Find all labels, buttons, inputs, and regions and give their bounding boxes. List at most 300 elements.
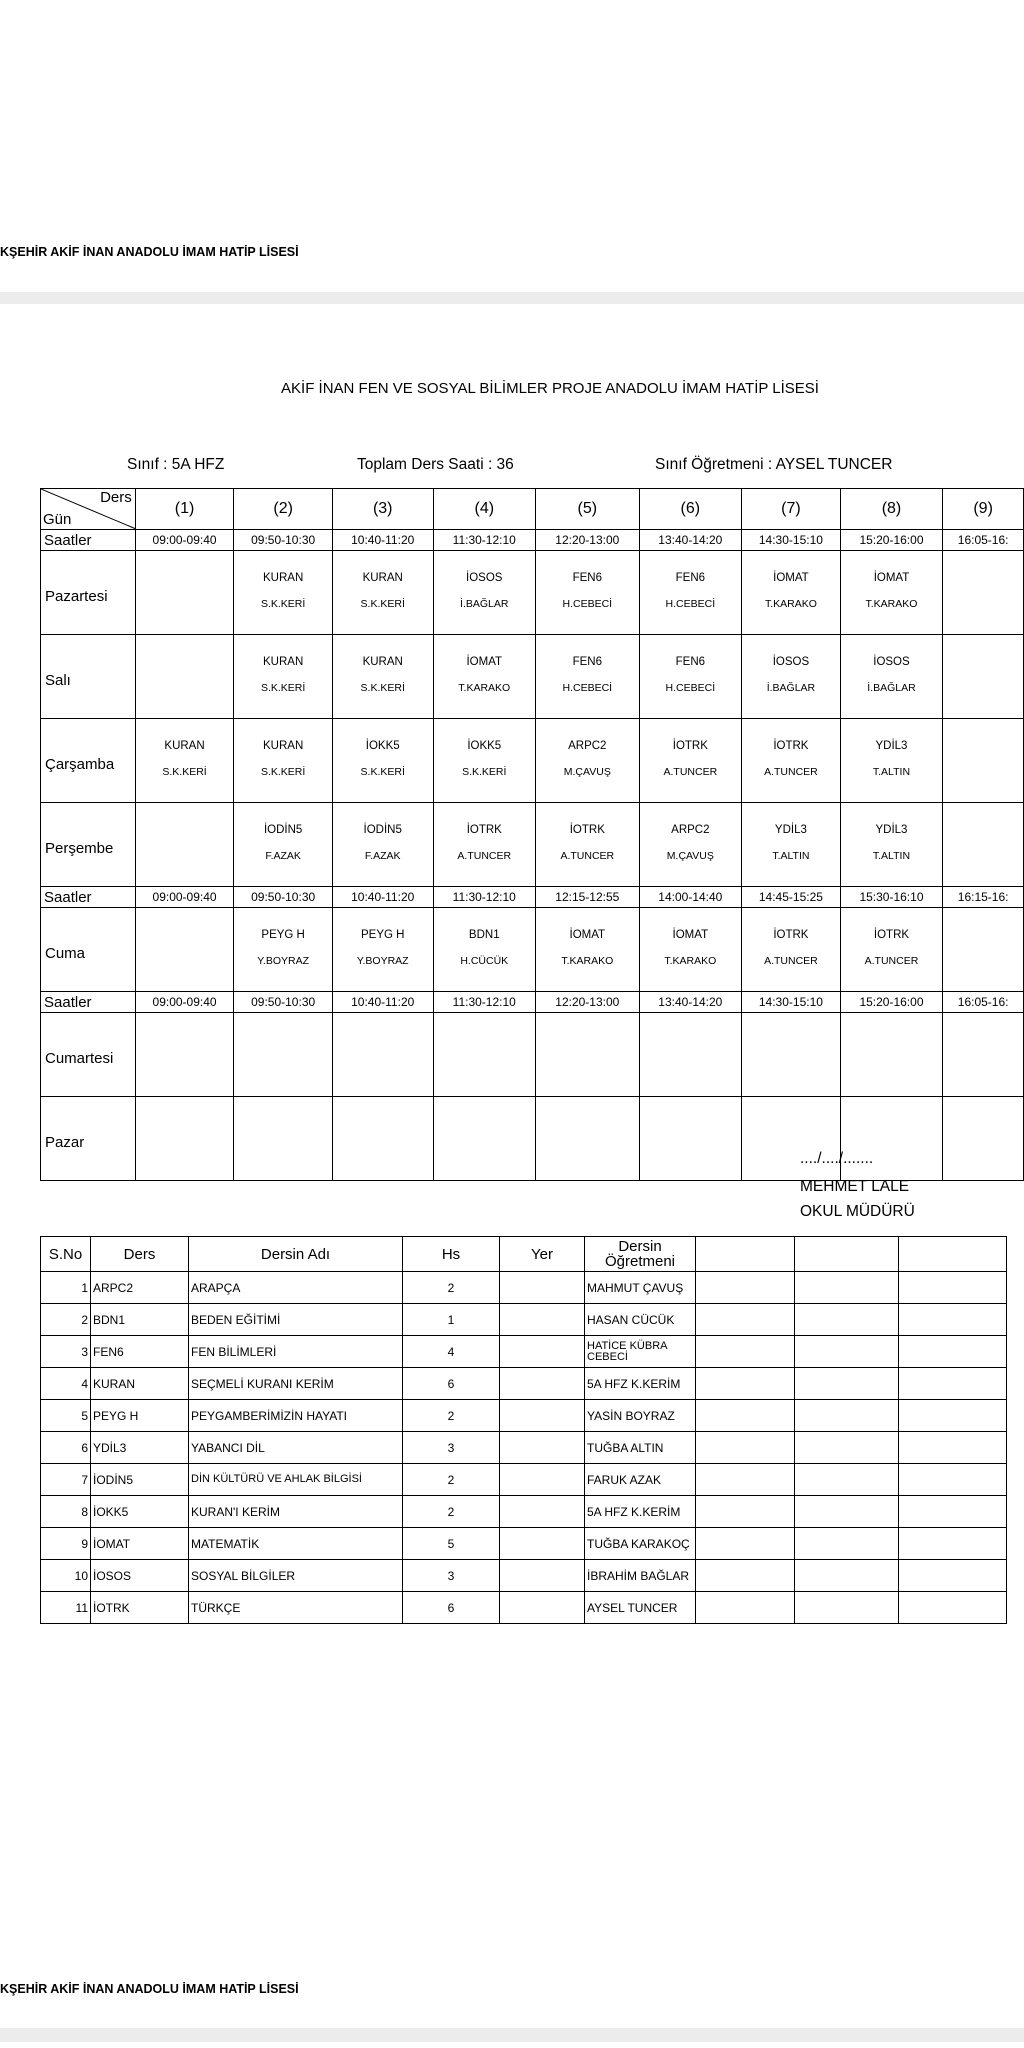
- lesson-teacher: T.KARAKO: [764, 597, 817, 610]
- lesson-teacher: İ.BAĞLAR: [867, 681, 916, 694]
- column-header-code: Ders: [91, 1237, 189, 1272]
- course-row: [41, 1464, 1007, 1496]
- course-place: [500, 1400, 585, 1432]
- time-slot: 15:20-16:00: [840, 530, 943, 551]
- course-code: İOKK5: [91, 1496, 189, 1528]
- lesson-code: KURAN: [263, 739, 304, 752]
- course-teacher: TUĞBA KARAKOÇ: [585, 1528, 696, 1560]
- course-teacher: 5A HFZ K.KERİM: [585, 1368, 696, 1400]
- empty-cell: [696, 1272, 795, 1304]
- lesson-cell: [840, 803, 943, 887]
- lesson-code: İOMAT: [873, 571, 910, 584]
- lesson-cell: [536, 719, 640, 803]
- lesson-code: İOTRK: [873, 928, 910, 941]
- lesson-code: İOSOS: [772, 655, 810, 668]
- lesson-cell: [536, 1097, 640, 1181]
- lesson-teacher: T.ALTIN: [872, 849, 911, 862]
- lesson-cell: [536, 551, 640, 635]
- course-no: 8: [41, 1496, 91, 1528]
- lesson-cell: [433, 551, 536, 635]
- lesson-code: YDİL3: [875, 739, 908, 752]
- course-code: İOSOS: [91, 1560, 189, 1592]
- lesson-teacher: A.TUNCER: [864, 954, 919, 967]
- lesson-cell: [135, 551, 234, 635]
- time-slot: 11:30-12:10: [433, 992, 536, 1013]
- empty-cell: [795, 1560, 899, 1592]
- day-name: Pazartesi: [41, 551, 136, 635]
- day-name: Cumartesi: [41, 1013, 136, 1097]
- course-place: [500, 1592, 585, 1624]
- empty-cell: [795, 1368, 899, 1400]
- lesson-cell: [433, 1013, 536, 1097]
- time-slot: 13:40-14:20: [639, 530, 742, 551]
- lesson-teacher: S.K.KERİ: [162, 765, 207, 778]
- lesson-teacher: S.K.KERİ: [462, 765, 507, 778]
- empty-cell: [795, 1272, 899, 1304]
- empty-cell: [696, 1528, 795, 1560]
- lesson-cell: [234, 1013, 333, 1097]
- lesson-teacher: T.KARAKO: [458, 681, 511, 694]
- lesson-cell: [943, 803, 1024, 887]
- lesson-teacher: H.CEBECİ: [665, 681, 716, 694]
- empty-cell: [696, 1336, 795, 1368]
- course-row: [41, 1304, 1007, 1336]
- empty-cell: [899, 1432, 1007, 1464]
- course-name: SEÇMELİ KURANI KERİM: [189, 1368, 403, 1400]
- lesson-code: İOTRK: [773, 928, 809, 941]
- course-row: [41, 1272, 1007, 1304]
- lesson-code: KURAN: [263, 571, 304, 584]
- course-teacher: MAHMUT ÇAVUŞ: [585, 1272, 696, 1304]
- lesson-teacher: A.TUNCER: [560, 849, 615, 862]
- course-place: [500, 1336, 585, 1368]
- empty-cell: [899, 1237, 1007, 1272]
- time-slot: 14:30-15:10: [742, 992, 841, 1013]
- day-name: Perşembe: [41, 803, 136, 887]
- course-code: ARPC2: [91, 1272, 189, 1304]
- time-slot: 15:30-16:10: [840, 887, 943, 908]
- lesson-cell: [234, 1097, 333, 1181]
- time-slot: 09:50-10:30: [234, 530, 333, 551]
- course-name: SOSYAL BİLGİLER: [189, 1560, 403, 1592]
- course-name: DİN KÜLTÜRÜ VE AHLAK BİLGİSİ: [189, 1464, 403, 1496]
- lesson-cell: [332, 635, 433, 719]
- lesson-cell: [234, 635, 333, 719]
- lesson-teacher: T.ALTIN: [772, 849, 810, 862]
- empty-cell: [696, 1496, 795, 1528]
- lesson-code: FEN6: [675, 655, 706, 668]
- time-slot: 14:00-14:40: [639, 887, 742, 908]
- course-code: KURAN: [91, 1368, 189, 1400]
- lesson-teacher: S.K.KERİ: [360, 597, 405, 610]
- course-teacher: FARUK AZAK: [585, 1464, 696, 1496]
- course-code: İOMAT: [91, 1528, 189, 1560]
- time-slot: 14:30-15:10: [742, 530, 841, 551]
- day-row-sun: [41, 1097, 1024, 1181]
- period-header: (2): [234, 489, 333, 530]
- empty-cell: [899, 1560, 1007, 1592]
- course-list-table: [40, 1236, 1007, 1624]
- course-name: FEN BİLİMLERİ: [189, 1336, 403, 1368]
- lesson-cell: [234, 803, 333, 887]
- lesson-code: KURAN: [362, 571, 403, 584]
- period-header: (7): [742, 489, 841, 530]
- lesson-cell: [433, 719, 536, 803]
- course-name: TÜRKÇE: [189, 1592, 403, 1624]
- total-hours-label: Toplam Ders Saati : 36: [357, 456, 514, 473]
- day-row-sat: [41, 1013, 1024, 1097]
- lesson-cell: [332, 551, 433, 635]
- period-header: (8): [840, 489, 943, 530]
- signature-date: ..../..../.......: [800, 1150, 874, 1167]
- lesson-teacher: H.CEBECİ: [665, 597, 716, 610]
- school-name-header: KŞEHİR AKİF İNAN ANADOLU İMAM HATİP LİSESİ: [0, 245, 299, 259]
- lesson-teacher: F.AZAK: [364, 849, 401, 862]
- lesson-code: İOTRK: [672, 739, 708, 752]
- course-hours: 3: [403, 1560, 500, 1592]
- time-slot: 09:50-10:30: [234, 992, 333, 1013]
- principal-name: MEHMET LALE: [800, 1178, 910, 1195]
- course-code: BDN1: [91, 1304, 189, 1336]
- lesson-cell: [433, 1097, 536, 1181]
- time-slot: 11:30-12:10: [433, 530, 536, 551]
- empty-cell: [795, 1432, 899, 1464]
- time-slot: 10:40-11:20: [332, 992, 433, 1013]
- course-hours: 2: [403, 1464, 500, 1496]
- lesson-cell: [234, 551, 333, 635]
- course-teacher: İBRAHİM BAĞLAR: [585, 1560, 696, 1592]
- course-code: FEN6: [91, 1336, 189, 1368]
- course-place: [500, 1464, 585, 1496]
- course-hours: 4: [403, 1336, 500, 1368]
- lesson-cell: [135, 908, 234, 992]
- corner-header-cell: [41, 489, 136, 530]
- period-header: (5): [536, 489, 640, 530]
- lesson-teacher: S.K.KERİ: [260, 597, 306, 610]
- time-slot: 13:40-14:20: [639, 992, 742, 1013]
- lesson-teacher: S.K.KERİ: [360, 681, 405, 694]
- lesson-code: İOMAT: [773, 571, 809, 584]
- time-slot: 09:00-09:40: [135, 992, 234, 1013]
- lesson-code: KURAN: [362, 655, 403, 668]
- lesson-teacher: S.K.KERİ: [360, 765, 405, 778]
- lesson-cell: [639, 908, 742, 992]
- lesson-cell: [639, 635, 742, 719]
- course-hours: 3: [403, 1432, 500, 1464]
- lesson-cell: [234, 908, 333, 992]
- empty-cell: [795, 1496, 899, 1528]
- empty-cell: [899, 1496, 1007, 1528]
- lesson-code: İOMAT: [569, 928, 606, 941]
- class-label: Sınıf : 5A HFZ: [127, 456, 225, 473]
- course-row: [41, 1560, 1007, 1592]
- lesson-cell: [332, 1097, 433, 1181]
- course-row: [41, 1432, 1007, 1464]
- day-name: Çarşamba: [41, 719, 136, 803]
- course-hours: 2: [403, 1272, 500, 1304]
- lesson-code: FEN6: [572, 571, 602, 584]
- course-teacher: AYSEL TUNCER: [585, 1592, 696, 1624]
- lesson-teacher: İ.BAĞLAR: [766, 681, 816, 694]
- time-slot: 10:40-11:20: [332, 887, 433, 908]
- empty-cell: [899, 1368, 1007, 1400]
- lesson-teacher: Y.BOYRAZ: [356, 954, 409, 967]
- course-place: [500, 1368, 585, 1400]
- lesson-cell: [135, 719, 234, 803]
- course-row: [41, 1336, 1007, 1368]
- lesson-cell: [742, 719, 841, 803]
- empty-cell: [696, 1560, 795, 1592]
- time-row-label: Saatler: [41, 530, 136, 551]
- lesson-teacher: F.AZAK: [265, 849, 301, 862]
- empty-cell: [899, 1592, 1007, 1624]
- time-slot: 09:00-09:40: [135, 530, 234, 551]
- course-no: 4: [41, 1368, 91, 1400]
- time-slot: 14:45-15:25: [742, 887, 841, 908]
- time-slot: 10:40-11:20: [332, 530, 433, 551]
- course-no: 6: [41, 1432, 91, 1464]
- lesson-code: İOKK5: [467, 739, 502, 752]
- course-place: [500, 1528, 585, 1560]
- lesson-cell: [742, 803, 841, 887]
- lesson-teacher: T.KARAKO: [561, 954, 614, 967]
- lesson-cell: [639, 719, 742, 803]
- period-header: (3): [332, 489, 433, 530]
- course-code: İOTRK: [91, 1592, 189, 1624]
- lesson-cell: [742, 551, 841, 635]
- lesson-code: İOTRK: [466, 823, 502, 836]
- lesson-code: İOTRK: [569, 823, 605, 836]
- empty-cell: [696, 1432, 795, 1464]
- lesson-cell: [536, 908, 640, 992]
- empty-cell: [795, 1400, 899, 1432]
- lesson-cell: [840, 1013, 943, 1097]
- lesson-code: İOSOS: [466, 571, 503, 584]
- lesson-code: İOTRK: [773, 739, 809, 752]
- lesson-teacher: T.ALTIN: [872, 765, 911, 778]
- course-name: ARAPÇA: [189, 1272, 403, 1304]
- column-header-hours: Hs: [403, 1237, 500, 1272]
- course-teacher: 5A HFZ K.KERİM: [585, 1496, 696, 1528]
- course-row: [41, 1496, 1007, 1528]
- course-no: 3: [41, 1336, 91, 1368]
- lesson-teacher: M.ÇAVUŞ: [666, 849, 714, 862]
- empty-cell: [795, 1304, 899, 1336]
- lesson-teacher: A.TUNCER: [764, 954, 818, 967]
- column-header-name: Dersin Adı: [189, 1237, 403, 1272]
- course-code: İODİN5: [91, 1464, 189, 1496]
- lesson-code: BDN1: [468, 928, 500, 941]
- lesson-cell: [943, 1097, 1024, 1181]
- lesson-cell: [135, 1097, 234, 1181]
- lesson-code: İOSOS: [873, 655, 910, 668]
- lesson-cell: [943, 1013, 1024, 1097]
- time-slot-row: [41, 887, 1024, 908]
- day-row-fri: [41, 908, 1024, 992]
- school-name-footer: KŞEHİR AKİF İNAN ANADOLU İMAM HATİP LİSESİ: [0, 1982, 299, 1996]
- course-no: 5: [41, 1400, 91, 1432]
- period-header: (1): [135, 489, 234, 530]
- lesson-code: İODİN5: [363, 823, 402, 836]
- course-place: [500, 1304, 585, 1336]
- lesson-cell: [135, 635, 234, 719]
- lesson-code: YDİL3: [774, 823, 807, 836]
- day-row-tue: [41, 635, 1024, 719]
- lesson-cell: [433, 908, 536, 992]
- empty-cell: [696, 1592, 795, 1624]
- empty-cell: [795, 1528, 899, 1560]
- corner-ders-label: Ders: [100, 489, 132, 506]
- course-name: BEDEN EĞİTİMİ: [189, 1304, 403, 1336]
- course-name: KURAN'I KERİM: [189, 1496, 403, 1528]
- lesson-code: PEYG H: [360, 928, 405, 941]
- lesson-cell: [536, 635, 640, 719]
- corner-gun-label: Gün: [43, 511, 72, 528]
- lesson-cell: [639, 803, 742, 887]
- lesson-teacher: M.ÇAVUŞ: [563, 765, 611, 778]
- lesson-cell: [639, 551, 742, 635]
- time-slot: 09:00-09:40: [135, 887, 234, 908]
- lesson-code: PEYG H: [261, 928, 305, 941]
- empty-cell: [899, 1528, 1007, 1560]
- time-slot: 12:15-12:55: [536, 887, 640, 908]
- lesson-cell: [536, 1013, 640, 1097]
- column-header-no: S.No: [41, 1237, 91, 1272]
- lesson-cell: [943, 908, 1024, 992]
- lesson-cell: [840, 635, 943, 719]
- empty-cell: [696, 1304, 795, 1336]
- lesson-teacher: T.KARAKO: [865, 597, 918, 610]
- page-separator-top: [0, 292, 1024, 304]
- course-no: 10: [41, 1560, 91, 1592]
- course-hours: 1: [403, 1304, 500, 1336]
- course-name: MATEMATİK: [189, 1528, 403, 1560]
- time-row-label: Saatler: [41, 992, 136, 1013]
- time-slot: 11:30-12:10: [433, 887, 536, 908]
- course-no: 11: [41, 1592, 91, 1624]
- time-row-label: Saatler: [41, 887, 136, 908]
- empty-cell: [795, 1336, 899, 1368]
- empty-cell: [899, 1336, 1007, 1368]
- lesson-cell: [943, 551, 1024, 635]
- lesson-code: KURAN: [263, 655, 304, 668]
- lesson-cell: [840, 908, 943, 992]
- lesson-teacher: H.CÜCÜK: [460, 954, 509, 967]
- lesson-code: FEN6: [675, 571, 706, 584]
- day-name: Pazar: [41, 1097, 136, 1181]
- course-row: [41, 1592, 1007, 1624]
- day-name: Cuma: [41, 908, 136, 992]
- empty-cell: [795, 1237, 899, 1272]
- lesson-code: İOMAT: [466, 655, 503, 668]
- course-teacher: YASİN BOYRAZ: [585, 1400, 696, 1432]
- lesson-cell: [332, 908, 433, 992]
- course-no: 9: [41, 1528, 91, 1560]
- lesson-code: YDİL3: [875, 823, 908, 836]
- course-hours: 5: [403, 1528, 500, 1560]
- lesson-cell: [135, 1013, 234, 1097]
- page-separator-bottom: [0, 2028, 1024, 2042]
- day-row-thu: [41, 803, 1024, 887]
- lesson-cell: [433, 635, 536, 719]
- lesson-cell: [742, 635, 841, 719]
- course-hours: 2: [403, 1496, 500, 1528]
- lesson-code: FEN6: [572, 655, 602, 668]
- empty-cell: [696, 1400, 795, 1432]
- lesson-teacher: H.CEBECİ: [562, 597, 613, 610]
- time-slot: 12:20-13:00: [536, 530, 640, 551]
- course-no: 1: [41, 1272, 91, 1304]
- lesson-code: İOMAT: [672, 928, 709, 941]
- empty-cell: [899, 1464, 1007, 1496]
- course-teacher: HATİCE KÜBRA CEBECİ: [585, 1336, 696, 1368]
- time-slot: 12:20-13:00: [536, 992, 640, 1013]
- course-row: [41, 1528, 1007, 1560]
- course-name: PEYGAMBERİMİZİN HAYATI: [189, 1400, 403, 1432]
- course-hours: 6: [403, 1368, 500, 1400]
- lesson-cell: [840, 551, 943, 635]
- lesson-code: İOKK5: [365, 739, 400, 752]
- empty-cell: [899, 1304, 1007, 1336]
- course-place: [500, 1496, 585, 1528]
- lesson-cell: [135, 803, 234, 887]
- empty-cell: [696, 1368, 795, 1400]
- lesson-cell: [742, 908, 841, 992]
- lesson-cell: [433, 803, 536, 887]
- period-header: (4): [433, 489, 536, 530]
- time-slot: 16:05-16:: [943, 530, 1024, 551]
- lesson-teacher: S.K.KERİ: [260, 681, 306, 694]
- time-slot: 16:15-16:: [943, 887, 1024, 908]
- lesson-cell: [332, 719, 433, 803]
- course-teacher: HASAN CÜCÜK: [585, 1304, 696, 1336]
- course-place: [500, 1560, 585, 1592]
- time-slot: 16:05-16:: [943, 992, 1024, 1013]
- document-title: AKİF İNAN FEN VE SOSYAL BİLİMLER PROJE ANADOLU İMAM HATİP LİSESİ: [281, 380, 819, 397]
- course-code: PEYG H: [91, 1400, 189, 1432]
- empty-cell: [696, 1237, 795, 1272]
- lesson-teacher: A.TUNCER: [457, 849, 512, 862]
- lesson-code: KURAN: [164, 739, 205, 752]
- lesson-cell: [943, 719, 1024, 803]
- time-slot-row: [41, 530, 1024, 551]
- day-name: Salı: [41, 635, 136, 719]
- lesson-cell: [639, 1013, 742, 1097]
- time-slot: 15:20-16:00: [840, 992, 943, 1013]
- lesson-teacher: S.K.KERİ: [260, 765, 306, 778]
- lesson-teacher: A.TUNCER: [764, 765, 818, 778]
- lesson-teacher: A.TUNCER: [663, 765, 718, 778]
- empty-cell: [795, 1464, 899, 1496]
- day-row-mon: [41, 551, 1024, 635]
- course-row: [41, 1368, 1007, 1400]
- time-slot-row: [41, 992, 1024, 1013]
- course-hours: 2: [403, 1400, 500, 1432]
- course-teacher: TUĞBA ALTIN: [585, 1432, 696, 1464]
- course-row: [41, 1400, 1007, 1432]
- empty-cell: [696, 1464, 795, 1496]
- lesson-cell: [332, 1013, 433, 1097]
- lesson-cell: [234, 719, 333, 803]
- lesson-teacher: İ.BAĞLAR: [460, 597, 509, 610]
- period-header: (9): [943, 489, 1024, 530]
- course-place: [500, 1432, 585, 1464]
- lesson-teacher: Y.BOYRAZ: [257, 954, 310, 967]
- class-teacher-label: Sınıf Öğretmeni : AYSEL TUNCER: [655, 456, 893, 473]
- lesson-cell: [840, 719, 943, 803]
- course-name: YABANCI DİL: [189, 1432, 403, 1464]
- course-no: 7: [41, 1464, 91, 1496]
